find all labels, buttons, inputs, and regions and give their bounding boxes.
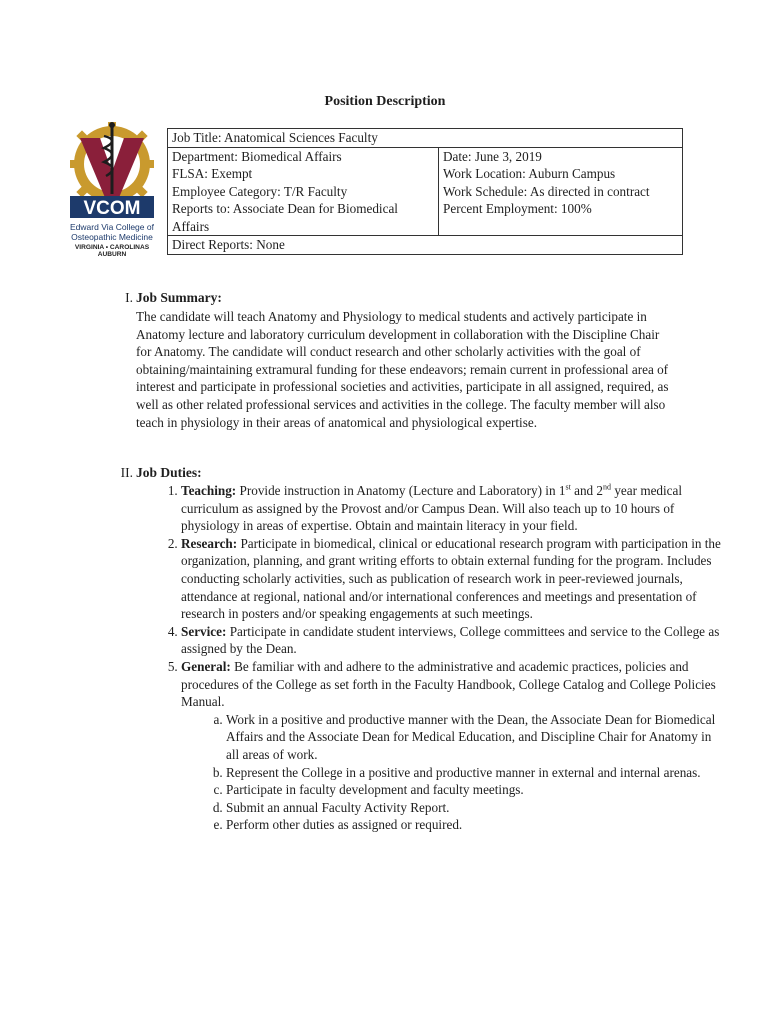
employee-category-cell: Employee Category: T/R Faculty (168, 183, 439, 201)
duty-general-label: General: (181, 658, 231, 674)
logo-name-line1: Edward Via College of (70, 222, 154, 232)
general-sublist (181, 711, 721, 834)
work-schedule-cell: Work Schedule: As directed in contract (439, 183, 683, 201)
percent-employment-cell: Percent Employment: 100% (439, 200, 683, 236)
duty-teaching-text-c: year medical curriculum as assigned by the Provost and/or Campus Dean. Will also teach up to 10 hours of physiology in areas of expertise. Obtain and maintain literacy in your field. (181, 483, 683, 534)
logo-locations-line1: VIRGINIA • CAROLINAS (74, 244, 150, 251)
duty-service-text: Participate in candidate student interviews, College committees and service to the College as assigned by the Dean. (181, 623, 720, 657)
reports-to-line2: Affairs (172, 218, 210, 234)
duty-research-text: Participate in biomedical, clinical or educational research program with participation in the organization, planning, and grant writing efforts to obtain external funding for the program. Includes conducting scholarly activities, such as publication of research work in peer-reviewed journals, attendance at regional, national and/or international conferences and meetings and presentation of research in posters and/or speaking engagements at such meetings. (181, 535, 721, 622)
duty-teaching-text-b: and 2 (570, 483, 604, 498)
department-cell: Department: Biomedical Affairs (168, 147, 439, 165)
logo-locations-line2: AUBURN (97, 251, 127, 258)
general-item: a. Work in a positive and productive manner with the Dean, the Associate Dean for Biomedical Affairs and the Associate Dean for Medical Education, and Discipline Chair for Anatomy in all areas of work. (226, 711, 721, 764)
duty-research-label: Research: (181, 535, 238, 551)
work-location-cell: Work Location: Auburn Campus (439, 165, 683, 183)
general-item: e. Perform other duties as assigned or required. (226, 816, 721, 834)
duty-teaching-label: Teaching: (181, 483, 237, 498)
duty-teaching (181, 482, 721, 535)
duty-research (181, 535, 721, 623)
reports-to-line1: Reports to: Associate Dean for Biomedical (172, 201, 398, 216)
logo-brand: VCOM (83, 198, 141, 219)
job-title-cell: Job Title: Anatomical Sciences Faculty (168, 129, 683, 148)
duty-service (181, 623, 721, 658)
reports-to-cell (168, 200, 439, 236)
duty-general-text: Be familiar with and adhere to the administrative and academic practices, policies and procedures of the College as set forth in the Faculty Handbook, College Catalog and College Policies Manual. (181, 658, 716, 710)
logo-name-line2: Osteopathic Medicine (71, 232, 153, 242)
duties-heading: Job Duties: (136, 465, 202, 480)
direct-reports-cell: Direct Reports: None (168, 236, 683, 255)
summary-heading: Job Summary: (136, 290, 222, 305)
flsa-cell: FLSA: Exempt (168, 165, 439, 183)
vcom-emblem-icon (64, 120, 160, 222)
duty-general (181, 658, 721, 834)
summary-text: The candidate will teach Anatomy and Physiology to medical students and actively participate in Anatomy lecture and laboratory curriculum development in collaboration with the Discipline Chair for Anatomy. The candidate will conduct research and other scholarly activities with the goal of obtaining/maintaining extramural funding for these endeavors; remain current in professional area of interest and participate in professional societies and activities, participate in all assigned, required, as well as other related professional services and activities in the college. The faculty member will also teach in physiology in their areas of anatomical and physiological expertise. (136, 309, 669, 430)
duties-list (136, 482, 721, 834)
position-info-table (167, 128, 683, 255)
duty-teaching-sup2: nd (603, 482, 612, 492)
general-item: d. Submit an annual Faculty Activity Report. (226, 799, 721, 817)
page-title: Position Description (324, 94, 446, 109)
summary-number: I. (125, 290, 133, 305)
duty-service-label: Service: (181, 623, 227, 639)
duty-teaching-text-a: Provide instruction in Anatomy (Lecture and Laboratory) in 1 (236, 483, 566, 498)
vcom-logo (64, 120, 160, 260)
duties-number: II. (120, 465, 133, 480)
date-cell: Date: June 3, 2019 (439, 147, 683, 165)
duty-teaching-sup1: st (565, 482, 571, 492)
general-item: b. Represent the College in a positive and productive manner in external and internal arenas. (226, 764, 721, 782)
general-item: c. Participate in faculty development and faculty meetings. (226, 781, 721, 799)
